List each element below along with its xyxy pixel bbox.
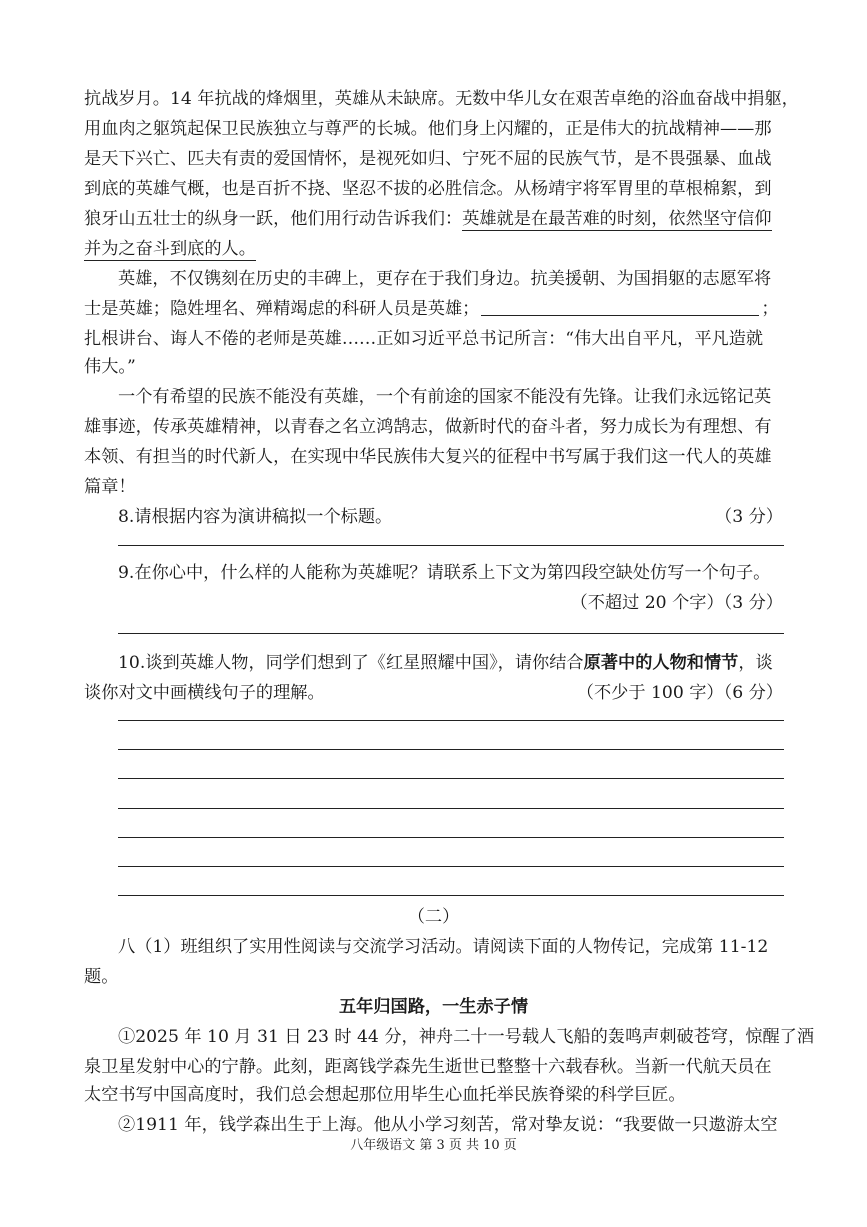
text-span: ，谈 <box>738 653 773 673</box>
answer-line[interactable] <box>118 778 784 779</box>
text-line: 扎根讲台、诲人不倦的老师是英雄……正如习近平总书记所言：“伟大出自平凡，平凡造就 <box>84 329 764 349</box>
text-line: 是天下兴亡、匹夫有责的爱国情怀，是视死如归、宁死不屈的民族气节，是不畏强暴、血战 <box>84 149 772 169</box>
text-span: 士是英雄；隐姓埋名、殚精竭虑的科研人员是英雄； <box>84 299 480 319</box>
text-line: 到底的英雄气概，也是百折不挠、坚忍不拔的必胜信念。从杨靖宇将军胃里的草根棉絮，到 <box>84 179 772 199</box>
text-line <box>84 238 784 260</box>
answer-line[interactable] <box>118 749 784 750</box>
question-10 <box>118 652 818 674</box>
article-title: 五年归国路，一生赤子情 <box>338 997 529 1017</box>
underlined-sentence: 并为之奋斗到底的人。 <box>84 239 256 259</box>
question-8: 8.请根据内容为演讲稿拟一个标题。 <box>118 507 393 527</box>
question-9-score: （不超过 20 个字）（3 分） <box>570 593 783 613</box>
emphasized-text: 原著中的人物和情节 <box>583 653 739 673</box>
answer-line[interactable] <box>118 720 784 721</box>
answer-line[interactable] <box>118 545 784 546</box>
text-line: 用血肉之躯筑起保卫民族独立与尊严的长城。他们身上闪耀的，正是伟大的抗战精神——那 <box>84 119 772 139</box>
text-line: 谈你对文中画横线句子的理解。 <box>84 683 325 703</box>
answer-line[interactable] <box>118 633 784 634</box>
text-line: 泉卫星发射中心的宁静。此刻，距离钱学森先生逝世已整整十六载春秋。当新一代航天员在 <box>84 1057 772 1077</box>
text-line: 英雄，不仅镌刻在历史的丰碑上，更存在于我们身边。抗美援朝、为国捐躯的志愿军将 <box>118 269 772 289</box>
question-8-score: （3 分） <box>715 507 783 527</box>
text-line: 伟大。” <box>84 357 136 377</box>
text-line <box>84 298 784 320</box>
text-span: ； <box>761 299 779 319</box>
question-9: 9.在你心中，什么样的人能称为英雄呢？请联系上下文为第四段空缺处仿写一个句子。 <box>118 563 771 583</box>
text-line: 抗战岁月。14 年抗战的烽烟里，英雄从未缺席。无数中华儿女在艰苦卓绝的浴血奋战中捐躯， <box>84 89 799 109</box>
fill-in-blank[interactable] <box>481 299 759 316</box>
question-10-score: （不少于 100 字）（6 分） <box>576 683 783 703</box>
text-line: 一个有希望的民族不能没有英雄，一个有前途的国家不能没有先锋。让我们永远铭记英 <box>118 387 772 407</box>
text-line: 太空书写中国高度时，我们总会想起那位用毕生心血托举民族脊梁的科学巨匠。 <box>84 1085 686 1105</box>
section-heading: （二） <box>407 907 460 927</box>
text-line <box>84 208 784 230</box>
text-span: 10.谈到英雄人物，同学们想到了《红星照耀中国》，请你结合 <box>118 653 584 673</box>
text-line: 本领、有担当的时代新人，在实现中华民族伟大复兴的征程中书写属于我们这一代人的英雄 <box>84 447 772 467</box>
underlined-sentence: 英雄就是在最苦难的时刻，依然坚守信仰 <box>462 209 772 229</box>
text-line: 雄事迹，传承英雄精神，以青春之名立鸿鹄志，做新时代的奋斗者，努力成长为有理想、有 <box>84 417 772 437</box>
answer-line[interactable] <box>118 808 784 809</box>
page-footer: 八年级语文 第 3 页 共 10 页 <box>350 1138 517 1153</box>
answer-line[interactable] <box>118 837 784 838</box>
text-line: ①2025 年 10 月 31 日 23 时 44 分，神舟二十一号载人飞船的轰鸣声刺破苍穹，惊醒了酒 <box>118 1027 815 1047</box>
answer-line[interactable] <box>118 895 784 896</box>
text-line: ②1911 年，钱学森出生于上海。他从小学习刻苦，常对挚友说：“我要做一只遨游太空 <box>118 1115 778 1135</box>
text-span: 狼牙山五壮士的纵身一跃，他们用行动告诉我们： <box>84 209 463 229</box>
text-line: 篇章！ <box>84 477 136 497</box>
text-line: 题。 <box>84 967 119 987</box>
text-line: 八（1）班组织了实用性阅读与交流学习活动。请阅读下面的人物传记，完成第 11-12 <box>118 937 769 957</box>
answer-line[interactable] <box>118 866 784 867</box>
